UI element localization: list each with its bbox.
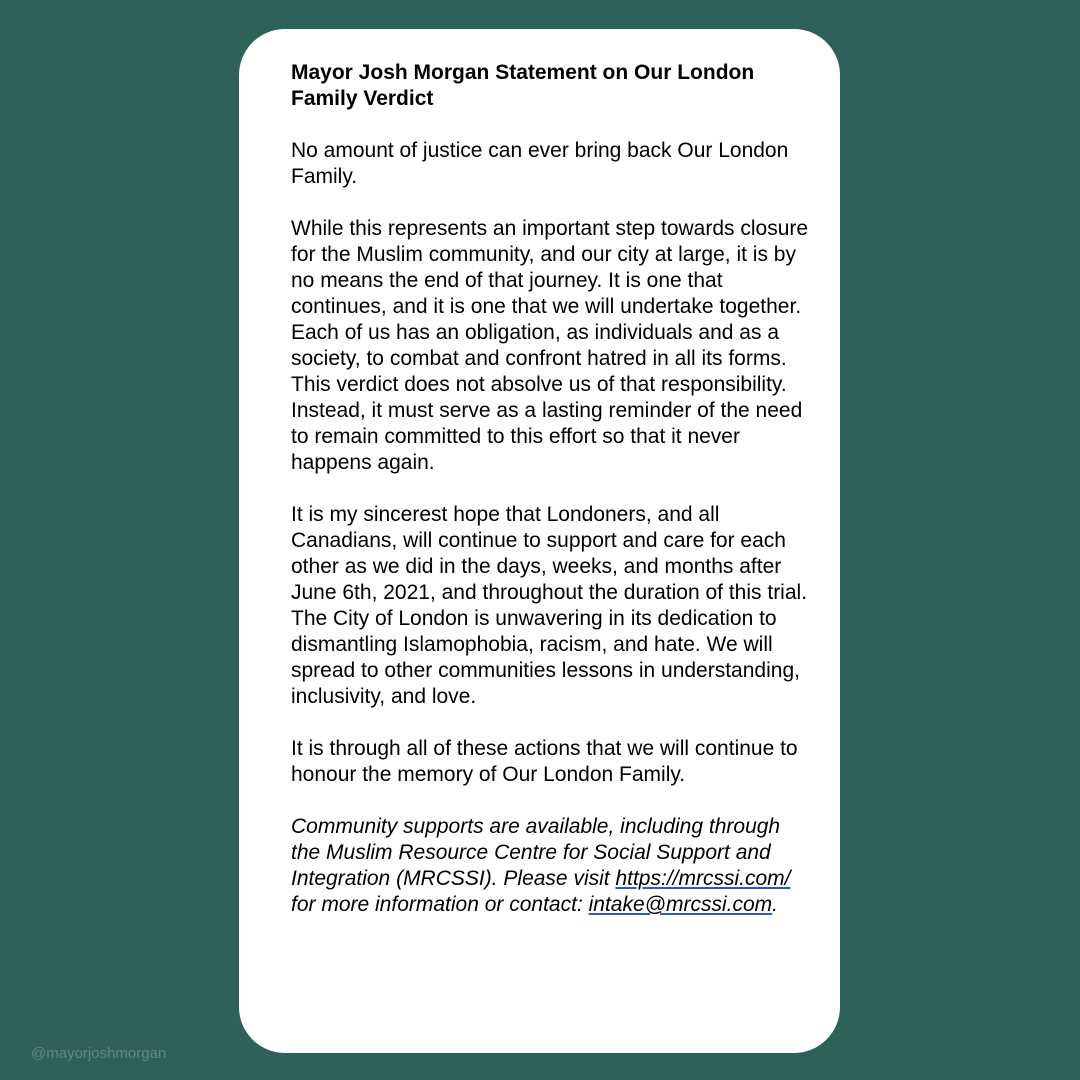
support-note [291, 814, 810, 918]
statement-title: Mayor Josh Morgan Statement on Our London Family Verdict [291, 61, 755, 110]
support-note-middle: for more information or contact: [291, 893, 589, 916]
statement-paragraph-2: While this represents an important step towards closure for the Muslim community, and our city at large, it is by no means the end of that journey. It is one that continues, and it is one that we will undertake together. Each of us has an obligation, as individuals and as a society, to combat and confront hatred in all its forms. This verdict does not absolve us of that responsibility. Instead, it must serve as a lasting reminder of the need to remain committed to this effort so that it never happens again. [291, 217, 809, 474]
support-note-intro: Community supports are available, including through the Muslim Resource Centre for Social Support and Integration (MRCSSI). Please visit [291, 815, 781, 890]
mrcssi-website-link[interactable]: https://mrcssi.com/ [615, 867, 791, 890]
statement-card [239, 29, 840, 1053]
statement-paragraph-1: No amount of justice can ever bring back Our London Family. [291, 139, 789, 188]
statement-paragraph-4: It is through all of these actions that we will continue to honour the memory of Our London Family. [291, 737, 798, 786]
statement-paragraph-3: It is my sincerest hope that Londoners, and all Canadians, will continue to support and care for each other as we did in the days, weeks, and months after June 6th, 2021, and throughout the duration of this trial. The City of London is unwavering in its dedication to dismantling Islamophobia, racism, and hate. We will spread to other communities lessons in understanding, inclusivity, and love. [291, 503, 808, 708]
mrcssi-email-link[interactable]: intake@mrcssi.com [588, 893, 773, 916]
support-note-end: . [772, 893, 778, 916]
social-handle: @mayorjoshmorgan [31, 1045, 167, 1062]
